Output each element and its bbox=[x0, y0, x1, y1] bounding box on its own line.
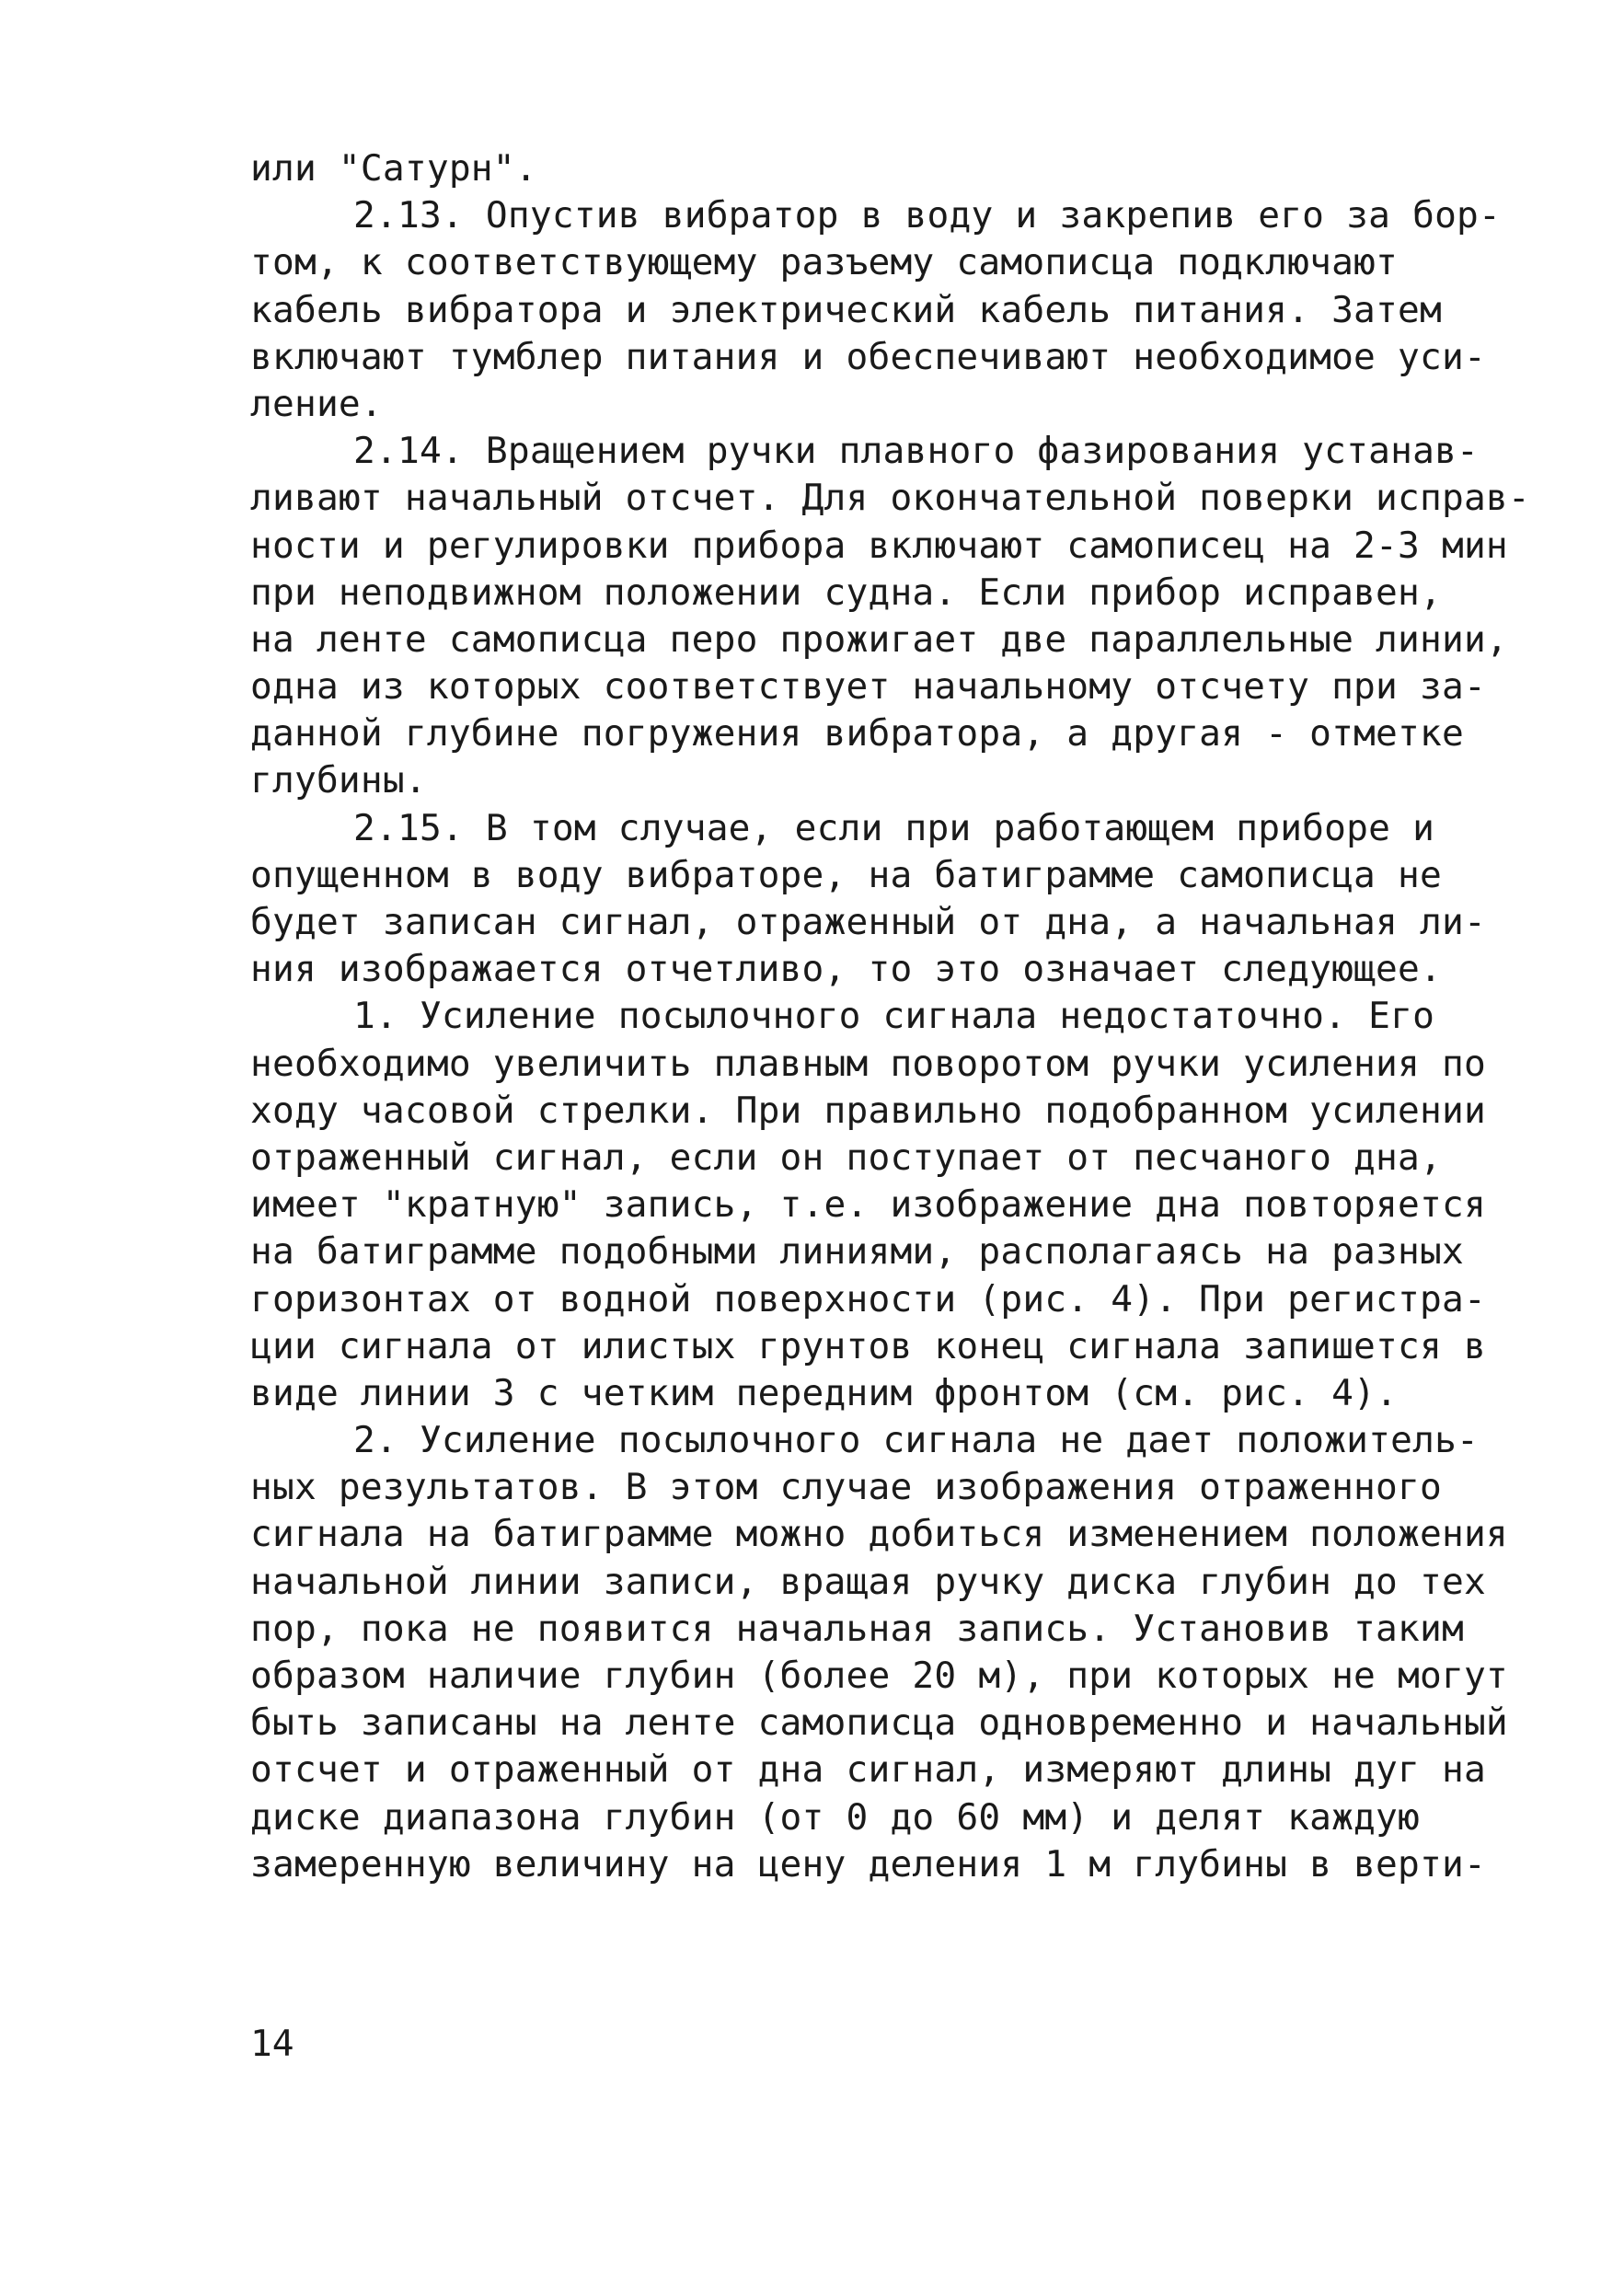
text-line: ление. bbox=[250, 382, 383, 425]
text-line: образом наличие глубин (более 20 м), при которых не могут bbox=[250, 1655, 1508, 1697]
text-line: 2.13. Опустив вибратор в воду и закрепив его за бор- bbox=[353, 194, 1502, 237]
text-line: 1. Усиление посылочного сигнала недостаточно. Его bbox=[353, 995, 1435, 1038]
text-line: на батиграмме подобными линиями, располагаясь на разных bbox=[250, 1230, 1464, 1274]
text-line: ных результатов. В этом случае изображения отраженного bbox=[250, 1466, 1442, 1509]
text-line: будет записан сигнал, отраженный от дна, а начальная ли- bbox=[250, 901, 1486, 943]
text-line: ливают начальный отсчет. Для окончательной поверки исправ- bbox=[250, 477, 1530, 520]
text-line: 2.15. В том случае, если при работающем приборе и bbox=[353, 806, 1435, 849]
text-line: начальной линии записи, вращая ручку диска глубин до тех bbox=[250, 1560, 1486, 1603]
text-line: при неподвижном положении судна. Если прибор исправен, bbox=[250, 571, 1442, 614]
text-line: ходу часовой стрелки. При правильно подобранном усилении bbox=[250, 1089, 1486, 1132]
text-line: том, к соответствующему разъему самописца подключают bbox=[250, 241, 1399, 284]
text-line: 2.14. Вращением ручки плавного фазирования устанав- bbox=[353, 430, 1480, 473]
text-line: отраженный сигнал, если он поступает от песчаного дна, bbox=[250, 1136, 1442, 1179]
paragraph-2-12-end bbox=[250, 145, 1446, 192]
text-line: сигнала на батиграмме можно добиться изменением положения bbox=[250, 1513, 1508, 1556]
text-line: одна из которых соответствует начальному отсчету при за- bbox=[250, 665, 1486, 709]
text-line: данной глубине погружения вибратора, а другая - отметке bbox=[250, 712, 1464, 755]
text-line: опущенном в воду вибраторе, на батиграмме самописца не bbox=[250, 853, 1442, 896]
text-line: ния изображается отчетливо, то это означает следующее. bbox=[250, 948, 1442, 991]
paragraph-2-15 bbox=[250, 805, 1486, 994]
text-line: необходимо увеличить плавным поворотом ручки усиления по bbox=[250, 1042, 1486, 1085]
paragraph-2-13 bbox=[250, 192, 1502, 428]
text-line: ции сигнала от илистых грунтов конец сигнала запишется в bbox=[250, 1324, 1486, 1367]
text-line: ности и регулировки прибора включают самописец на 2-3 мин bbox=[250, 524, 1508, 567]
text-line: имеет "кратную" запись, т.е. изображение дна повторяется bbox=[250, 1183, 1486, 1227]
text-line: на ленте самописца перо прожигает две параллельные линии, bbox=[250, 617, 1508, 661]
text-line: диске диапазона глубин (от 0 до 60 мм) и делят каждую bbox=[250, 1795, 1420, 1839]
body-text bbox=[250, 145, 1530, 1888]
text-line: или "Сатурн". bbox=[250, 147, 537, 190]
text-line: отсчет и отраженный от дна сигнал, измеряют длины дуг на bbox=[250, 1748, 1486, 1792]
text-line: кабель вибратора и электрический кабель питания. Затем bbox=[250, 288, 1442, 331]
text-line: замеренную величину на цену деления 1 м глубины в верти- bbox=[250, 1842, 1486, 1886]
text-line: 2. Усиление посылочного сигнала не дает положитель- bbox=[353, 1419, 1480, 1462]
text-line: пор, пока не появится начальная запись. Установив таким bbox=[250, 1607, 1464, 1650]
paragraph-item-1 bbox=[250, 993, 1486, 1417]
text-line: виде линии 3 с четким передним фронтом (см. рис. 4). bbox=[250, 1371, 1399, 1414]
text-line: быть записаны на ленте самописца одновременно и начальный bbox=[250, 1701, 1508, 1745]
page-number: 14 bbox=[250, 2023, 294, 2065]
paragraph-2-14 bbox=[250, 428, 1530, 805]
text-line: включают тумблер питания и обеспечивают необходимое уси- bbox=[250, 335, 1486, 378]
text-line: горизонтах от водной поверхности (рис. 4). При регистра- bbox=[250, 1277, 1486, 1320]
text-line: глубины. bbox=[250, 759, 427, 802]
paragraph-item-2 bbox=[250, 1417, 1508, 1888]
